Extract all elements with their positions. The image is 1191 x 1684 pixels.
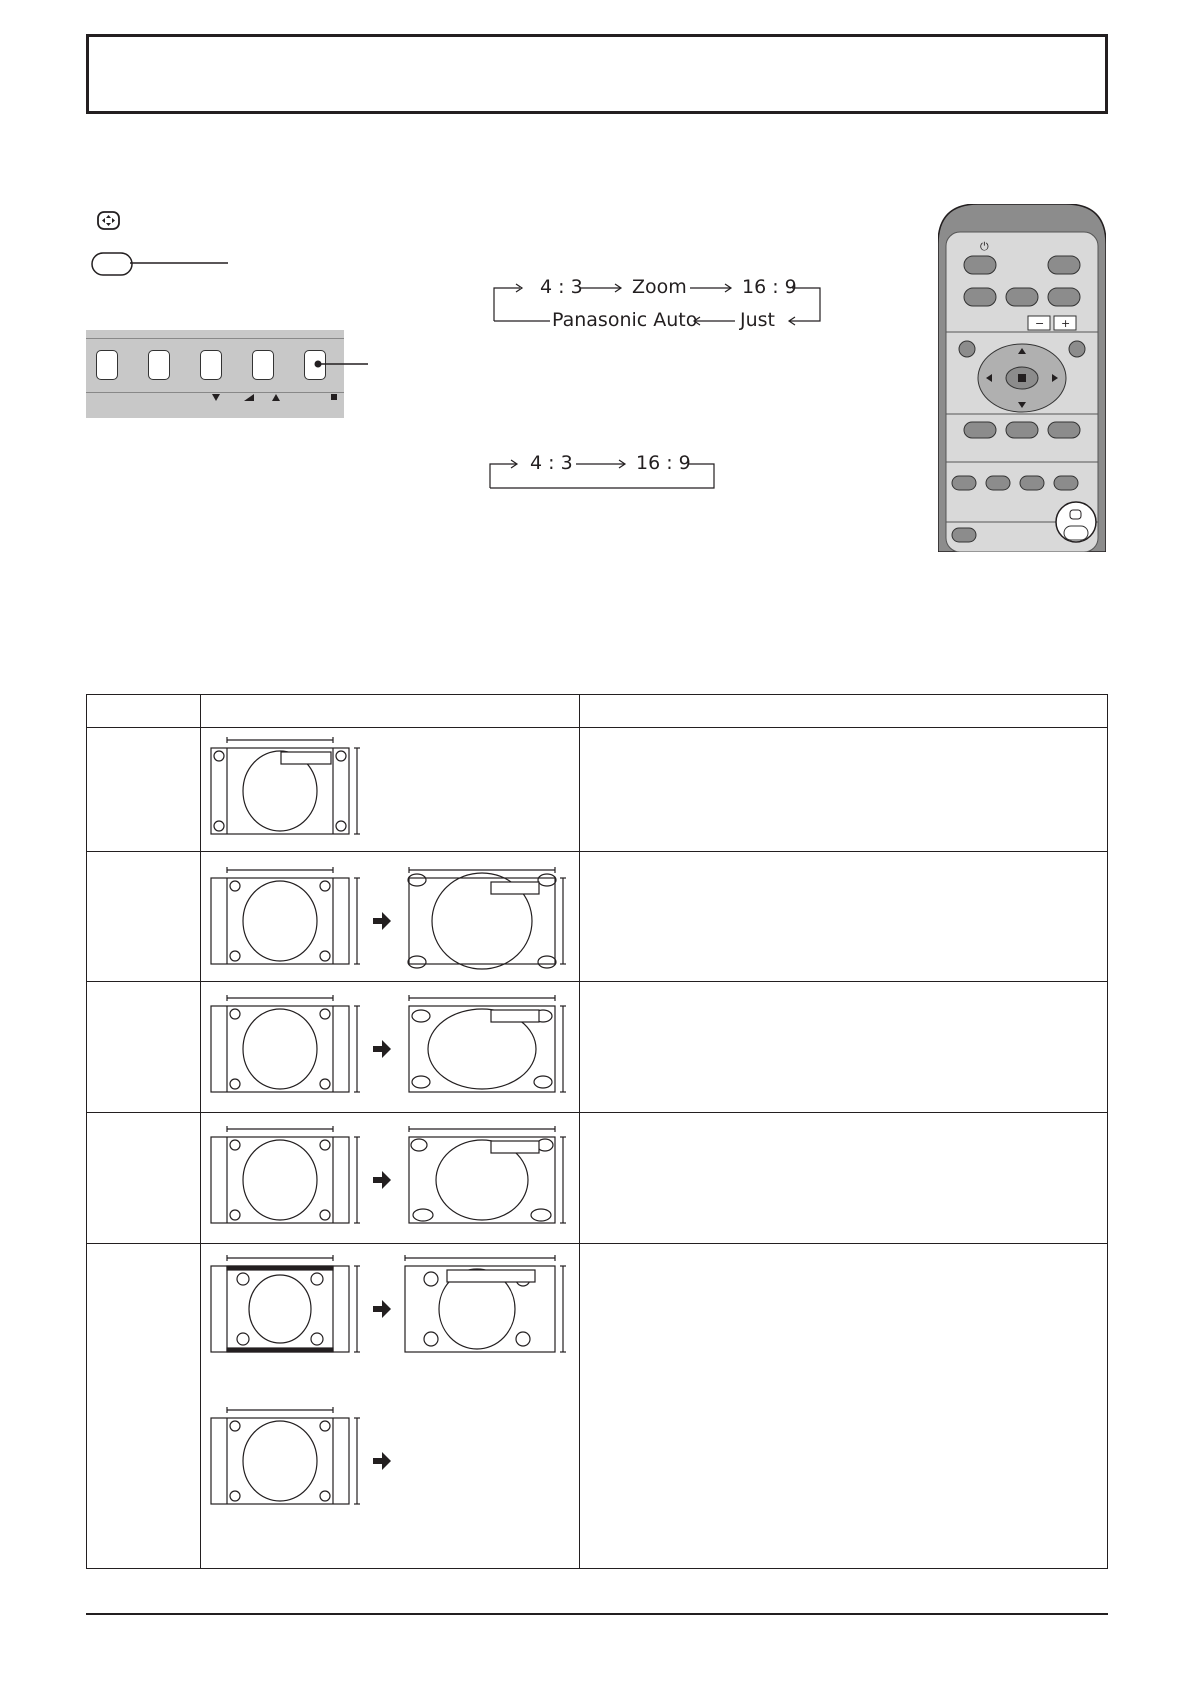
aspect-sequence-main — [490, 272, 830, 332]
mode-description-cell — [580, 852, 1108, 982]
panel-button[interactable] — [148, 350, 170, 380]
seq-label: 16 : 9 — [636, 452, 691, 474]
stop-square-icon — [331, 394, 337, 400]
aspect-diagram — [201, 728, 579, 847]
page-title-box — [86, 34, 1108, 114]
mode-diagram-cell — [201, 1113, 580, 1244]
table-row — [87, 852, 1108, 982]
remote-control — [938, 204, 1106, 552]
arrow-right-icon — [373, 1040, 391, 1058]
panel-button[interactable] — [252, 350, 274, 380]
mode-diagram-cell — [201, 1244, 580, 1569]
aspect-mode-table — [86, 694, 1108, 1569]
table-header-cell — [201, 695, 580, 728]
seq-label: 4 : 3 — [540, 276, 583, 298]
mode-description-cell — [580, 728, 1108, 852]
table-row — [87, 982, 1108, 1113]
mode-name-cell — [87, 852, 201, 982]
mode-diagram-cell — [201, 728, 580, 852]
arrow-right-icon — [373, 1300, 391, 1318]
up-triangle-icon — [272, 394, 280, 401]
mode-name-cell — [87, 982, 201, 1113]
aspect-diagram — [201, 852, 579, 977]
unit-side-panel — [86, 330, 344, 418]
seq-label: Panasonic Auto — [552, 309, 698, 331]
mode-diagram-cell — [201, 852, 580, 982]
panel-button[interactable] — [96, 350, 118, 380]
mode-name-cell — [87, 1113, 201, 1244]
seq-label: 16 : 9 — [742, 276, 797, 298]
down-triangle-icon — [212, 394, 220, 401]
mode-description-cell — [580, 982, 1108, 1113]
aspect-diagram — [201, 1244, 579, 1564]
table-row — [87, 1113, 1108, 1244]
table-header-row — [87, 695, 1108, 728]
mode-diagram-cell — [201, 982, 580, 1113]
seq-label: 4 : 3 — [530, 452, 573, 474]
footer-rule — [86, 1613, 1108, 1615]
mode-name-cell — [87, 1244, 201, 1569]
panel-button[interactable] — [200, 350, 222, 380]
aspect-sequence-secondary — [488, 452, 718, 492]
table-row — [87, 728, 1108, 852]
table-header-cell — [580, 695, 1108, 728]
mode-description-cell — [580, 1244, 1108, 1569]
arrow-right-icon — [373, 1452, 391, 1470]
panel-button-callout — [310, 358, 370, 372]
arrow-right-icon — [373, 912, 391, 930]
aspect-diagram — [201, 1113, 579, 1239]
arrow-right-icon — [373, 1171, 391, 1189]
button-callout — [90, 250, 230, 280]
aspect-icon — [96, 210, 122, 232]
svg-text:⏻: ⏻ — [980, 240, 989, 253]
table-header-cell — [87, 695, 201, 728]
mode-name-cell — [87, 728, 201, 852]
svg-text:−: − — [1035, 317, 1045, 330]
table-row — [87, 1244, 1108, 1569]
aspect-diagram — [201, 982, 579, 1108]
volume-ramp-icon — [244, 394, 254, 401]
seq-label: Just — [740, 309, 775, 331]
svg-text:+: + — [1061, 317, 1071, 330]
mode-description-cell — [580, 1113, 1108, 1244]
seq-label: Zoom — [632, 276, 687, 298]
